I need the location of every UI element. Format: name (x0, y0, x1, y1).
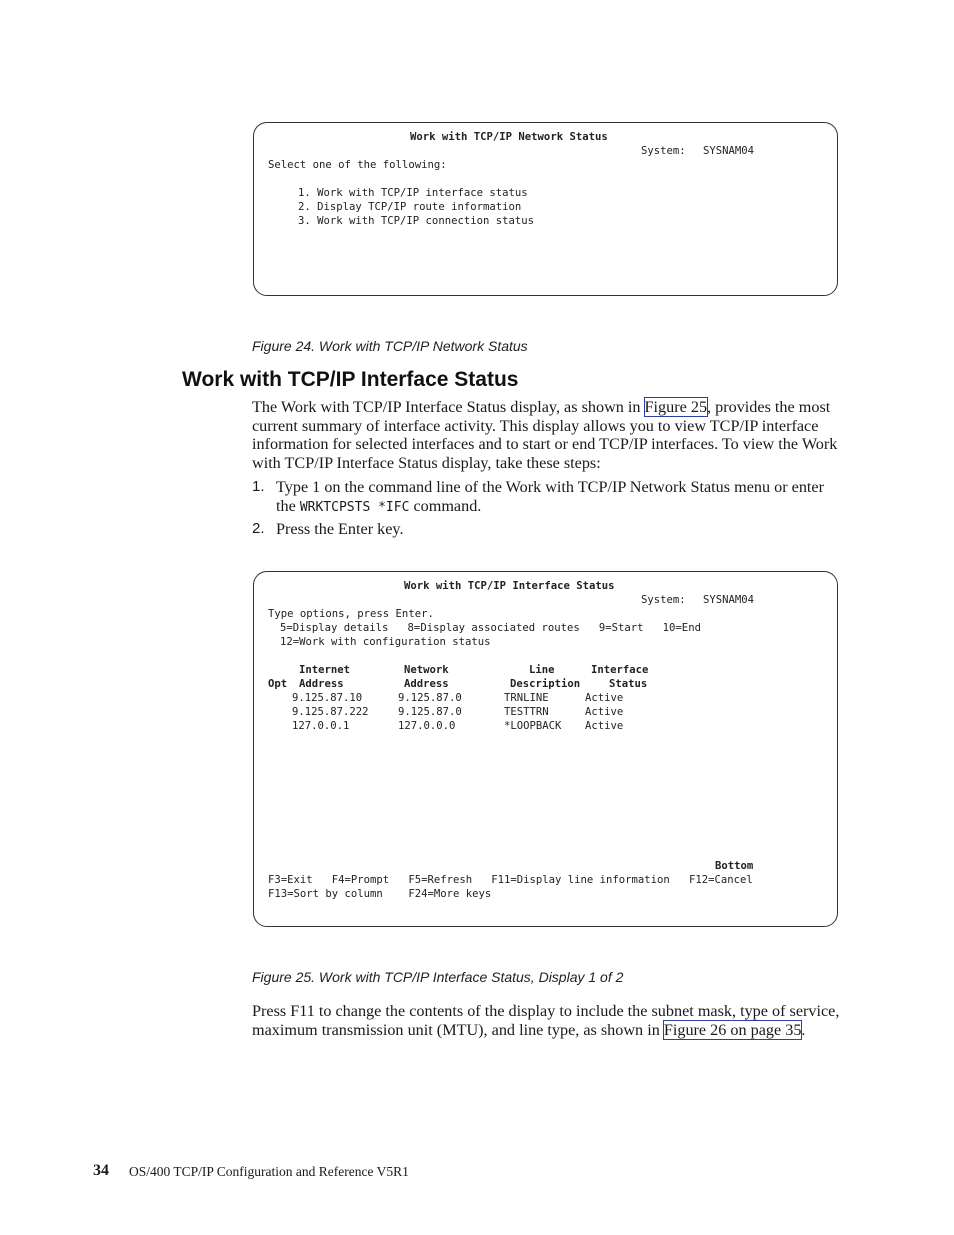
section-heading: Work with TCP/IP Interface Status (182, 368, 519, 391)
system-name: SYSNAM04 (703, 145, 755, 157)
figure-26-link[interactable]: Figure 26 on page 35 (663, 1020, 802, 1039)
step-item (252, 478, 842, 516)
line-description-cell: TESTTRN (504, 706, 549, 718)
book-title: OS/400 TCP/IP Configuration and Reference V5R1 (129, 1164, 409, 1179)
system-name: SYSNAM04 (703, 594, 755, 606)
step-item (252, 520, 842, 540)
menu-option: 1. Work with TCP/IP interface status (298, 187, 528, 199)
column-header: Address (404, 678, 449, 690)
intro-text: The Work with TCP/IP Interface Status display, as shown in (252, 398, 645, 416)
line-description-cell: *LOOPBACK (504, 720, 562, 732)
interface-status-cell: Active (585, 692, 624, 704)
internet-address-cell: 127.0.0.1 (292, 720, 350, 732)
screen-title: Work with TCP/IP Interface Status (404, 580, 615, 592)
step-number: 1. (252, 478, 265, 495)
internet-address-cell: 9.125.87.10 (292, 692, 363, 704)
column-header: Opt (268, 678, 288, 690)
function-keys: F13=Sort by column F24=More keys (268, 888, 492, 900)
step-text: Press the Enter key. (276, 520, 404, 538)
figure-caption: Figure 24. Work with TCP/IP Network Status (252, 338, 528, 354)
step-text-part: Type 1 on the command line of the Work with TCP/IP Network Status menu or enter the (276, 478, 825, 515)
type-options-line: Type options, press Enter. (268, 608, 434, 620)
network-address-cell: 9.125.87.0 (398, 706, 462, 718)
internet-address-cell: 9.125.87.222 (292, 706, 369, 718)
intro-text-cont: , provides the most current summary of interface activity. This display allows you to view TCP/IP interface information for selected interfaces and to start or end TCP/IP interfaces. To view the Work with TCP/IP Interface Status display, take these steps: (252, 398, 838, 472)
closing-period: . (801, 1020, 806, 1039)
select-prompt: Select one of the following: (268, 159, 447, 171)
bottom-indicator: Bottom (715, 860, 754, 872)
interface-status-cell: Active (585, 706, 624, 718)
step-text (276, 478, 842, 517)
system-label: System: (641, 145, 686, 157)
column-header: Internet (299, 664, 351, 676)
network-address-cell: 9.125.87.0 (398, 692, 462, 704)
network-address-cell: 127.0.0.0 (398, 720, 456, 732)
column-header: Address (299, 678, 344, 690)
figure-25-link[interactable]: Figure 25 (644, 398, 708, 416)
closing-paragraph (252, 1002, 842, 1039)
interface-status-screen (253, 571, 838, 927)
column-header: Description (510, 678, 581, 690)
function-keys: F3=Exit F4=Prompt F5=Refresh F11=Display line information F12=Cancel (268, 874, 753, 886)
line-description-cell: TRNLINE (504, 692, 549, 704)
intro-paragraph (252, 398, 842, 472)
step-text-part: command. (409, 496, 482, 515)
network-status-screen (253, 122, 838, 296)
figure-caption: Figure 25. Work with TCP/IP Interface Status, Display 1 of 2 (252, 969, 624, 985)
menu-option: 3. Work with TCP/IP connection status (298, 215, 534, 227)
column-header: Interface (591, 664, 649, 676)
step-number: 2. (252, 520, 265, 537)
page-number: 34 (93, 1162, 109, 1179)
interface-status-cell: Active (585, 720, 624, 732)
column-header: Status (609, 678, 648, 690)
column-header: Line (529, 664, 555, 676)
screen-title: Work with TCP/IP Network Status (410, 131, 608, 143)
system-label: System: (641, 594, 686, 606)
options-legend: 12=Work with configuration status (280, 636, 491, 648)
menu-option: 2. Display TCP/IP route information (298, 201, 522, 213)
closing-text: Press F11 to change the contents of the display to include the subnet mask, type of service, maximum transmission unit (MTU), and line type, as shown in (252, 1002, 840, 1039)
options-legend: 5=Display details 8=Display associated routes 9=Start 10=End (280, 622, 701, 634)
column-header: Network (404, 664, 449, 676)
command-text: WRKTCPSTS *IFC (299, 499, 410, 515)
